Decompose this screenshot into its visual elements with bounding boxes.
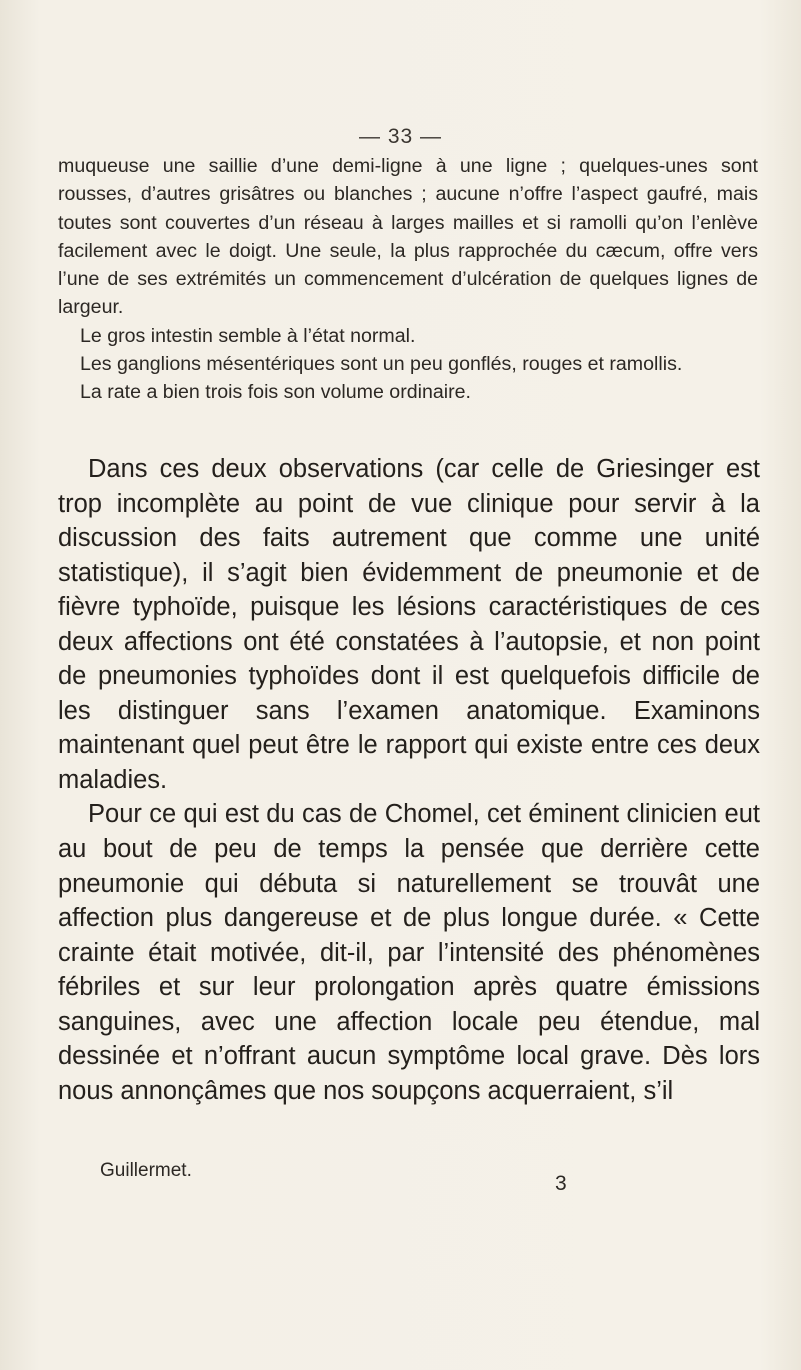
paragraph: Le gros intestin semble à l’état normal. (80, 324, 416, 347)
paragraph: muqueuse une saillie d’une demi-ligne à une ligne ; quelques-unes sont rousses, d’autres grisâtres ou blanches ; aucune n’offre l’aspect gaufré, mais toutes sont couvertes d’un réseau à larges mailles et si ramolli qu’on l’enlève facilement avec le doigt. Une seule, la plus rapprochée du cæcum, offre vers l’une de ses extrémités un commencement d’ulcération de quelques lignes de largeur. (58, 155, 758, 319)
paragraph: Les ganglions mésentériques sont un peu gonflés, rouges et ramollis. (80, 353, 683, 376)
page-footer (0, 1160, 801, 1200)
paragraph: La rate a bien trois fois son volume ordinaire. (80, 381, 471, 404)
paragraph: Pour ce qui est du cas de Chomel, cet éminent clinicien eut au bout de peu de temps la pensée que derrière cette pneumonie qui débuta si naturellement se trouvât une affection plus dangereuse et de plus longue durée. « Cette crainte était motivée, dit-il, par l’intensité des phénomènes fébriles et sur leur prolongation après quatre émissions sanguines, avec une affection locale peu étendue, mal dessinée et n’offrant aucun symptôme local grave. Dès lors nous annonçâmes que nos soupçons acquerraient, s’il (58, 800, 760, 1105)
printer-signature: Guillermet. (100, 1160, 192, 1181)
discussion-text (58, 452, 760, 1108)
sheet-signature-number: 3 (555, 1172, 567, 1195)
page-number: — 33 — (358, 125, 443, 148)
paragraph: Dans ces deux observations (car celle de Griesinger est trop incomplète au point de vue clinique pour servir à la discussion des faits autrement que comme une unité statistique), il s’agit bien évidemment de pneumonie et de fièvre typhoïde, puisque les lésions caractéristiques de ces deux affections ont été constatées à l’autopsie, et non point de pneumonies typhoïdes dont il est quelquefois difficile de les distinguer sans l’examen anatomique. Examinons maintenant quel peut être le rapport qui existe entre ces deux maladies. (58, 455, 760, 794)
autopsy-observation-text (58, 152, 758, 407)
